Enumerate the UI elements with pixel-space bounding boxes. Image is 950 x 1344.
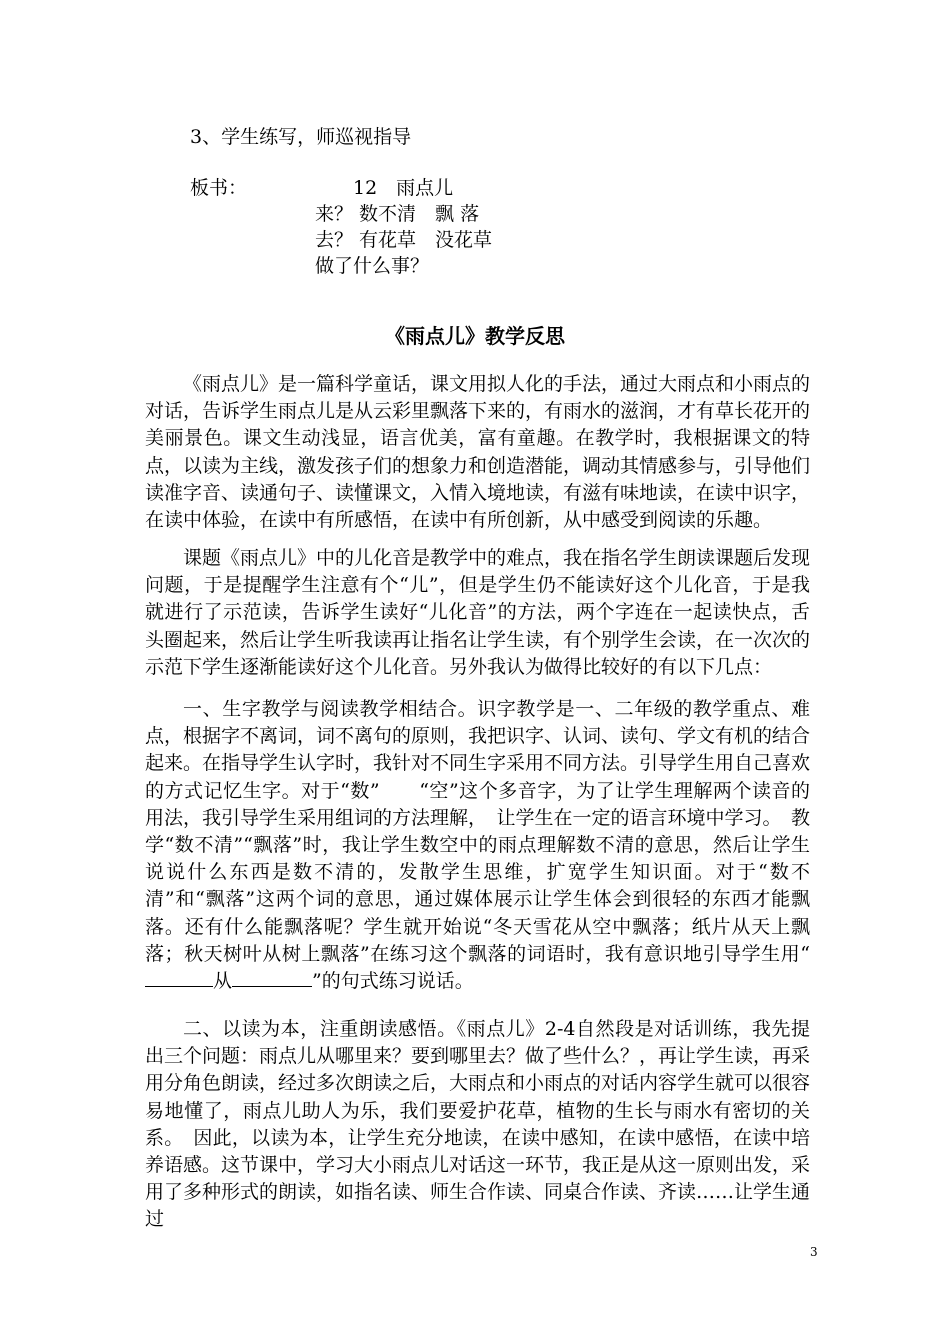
fill-blank xyxy=(232,968,312,987)
paragraph: 课题《雨点儿》中的儿化音是教学中的难点，我在指名学生朗读课题后发现问题，于是提醒学生注意有个“儿”，但是学生仍不能读好这个儿化音，于是我就进行了示范读，告诉学生读好“儿化音”的方法，两个字连在一起读快点，舌头圈起来，然后让学生听我读再让指名让学生读，有个别学生会读，在一次次的示范下学生逐渐能读好这个儿化音。另外我认为做得比较好的有以下几点： xyxy=(145,547,811,678)
board-label: 板书： xyxy=(190,177,248,199)
paragraph-text: ”的句式练习说话。 xyxy=(312,970,474,993)
paragraph xyxy=(145,696,810,995)
board-line: 来？ 数不清 飘 落 xyxy=(315,203,480,225)
page-number: 3 xyxy=(810,1245,818,1259)
step-text: 3、学生练写，师巡视指导 xyxy=(190,126,412,148)
paragraph: 二、以读为本，注重朗读感悟。《雨点儿》2-4自然段是对话训练，我先提出三个问题：雨点儿从哪里来？要到哪里去？做了些什么？，再让学生读，再采用分角色朗读，经过多次朗读之后，大雨点和小雨点的对话内容学生就可以很容易地懂了，雨点儿助人为乐，我们要爱护花草，植物的生长与雨水有密切的关系。 因此，以读为本，让学生充分地读，在读中感知，在读中感悟，在读中培养语感。这节课中，学习大小雨点儿对话这一环节，我正是从这一原则出发，采用了多种形式的朗读，如指名读、师生合作读、同桌合作读、齐读……让学生通过 xyxy=(145,1018,811,1231)
board-title: 12 雨点儿 xyxy=(353,177,454,199)
board-line: 做了什么事？ xyxy=(315,255,430,277)
paragraph-text: 一、生字教学与阅读教学相结合。识字教学是一、二年级的教学重点、难点，根据字不离词，词不离句的原则，我把识字、认词、读句、学文有机的结合起来。在指导学生认字时，我针对不同生字采用不同方法。引导学生用自己喜欢的方式记忆生字。对于“数” “空”这个多音字，为了让学生理解两个读音的用法，我引导学生采用组词的方法理解， 让学生在一定的语言环境中学习。 教学“数不清”“飘落”时，我让学生数空中的雨点理解数不清的意思，然后让学生说说什么东西是数不清的，发散学生思维，扩宽学生知识面。对于“数不清”和“飘落”这两个词的意思，通过媒体展示让学生体会到很轻的东西才能飘落。还有什么能飘落呢？学生就开始说“冬天雪花从空中飘落；纸片从天上飘落；秋天树叶从树上飘落”在练习这个飘落的词语时，我有意识地引导学生用“ xyxy=(145,698,811,965)
reflection-title: 《雨点儿》教学反思 xyxy=(385,324,565,348)
fill-blank xyxy=(145,968,213,987)
board-line: 去？ 有花草 没花草 xyxy=(315,229,493,251)
paragraph: 《雨点儿》是一篇科学童话，课文用拟人化的手法，通过大雨点和小雨点的对话，告诉学生雨点儿是从云彩里飘落下来的，有雨水的滋润，才有草长花开的美丽景色。课文生动浅显，语言优美，富有童趣。在教学时，我根据课文的特点，以读为主线，激发孩子们的想象力和创造潜能，调动其情感参与，引导他们读准字音、读通句子、读懂课文，入情入境地读，有滋有味地读，在读中识字，在读中体验，在读中有所感悟，在读中有所创新，从中感受到阅读的乐趣。 xyxy=(145,373,811,532)
blank-connector: 从 xyxy=(213,970,233,993)
